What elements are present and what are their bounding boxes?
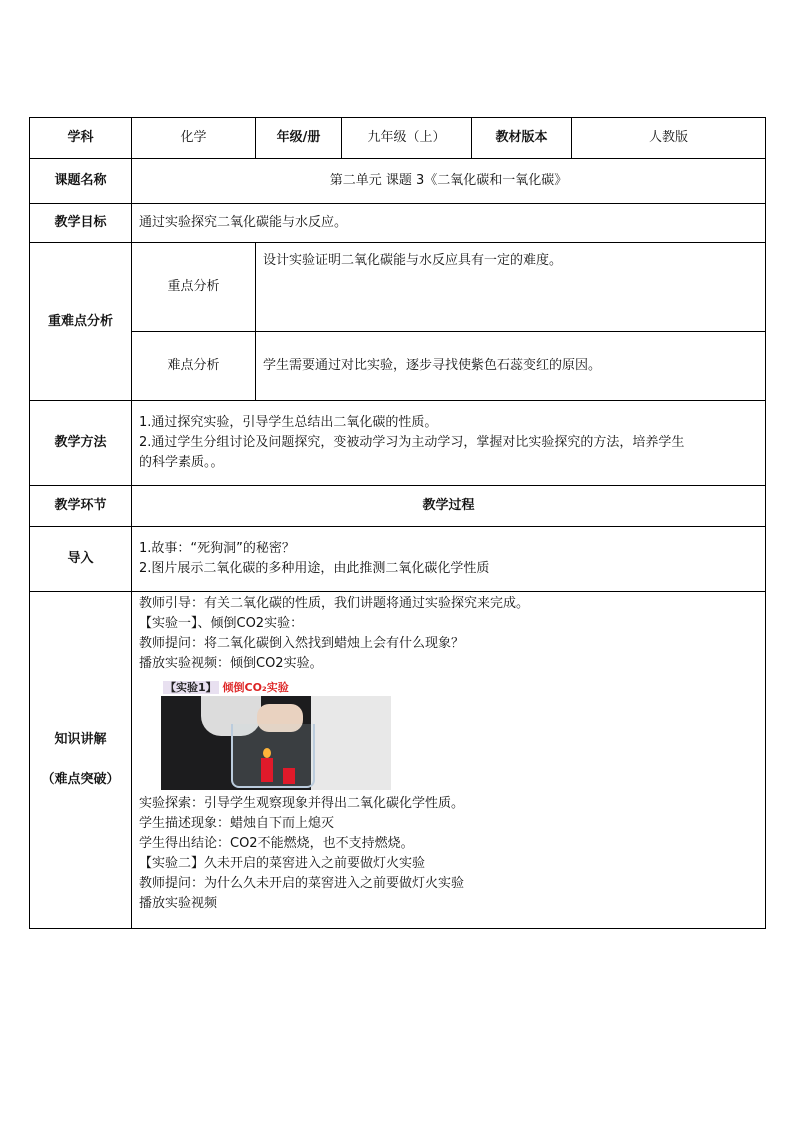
key-point-value: 设计实验证明二氧化碳能与水反应具有一定的难度。 [256,243,766,332]
knowledge-line: 【实验一】、倾倒CO2实验： [139,616,304,631]
process-step-label: 教学环节 [30,486,132,527]
difficulty-label: 重难点分析 [30,243,132,401]
method-label: 教学方法 [30,401,132,486]
knowledge-label-cell [30,592,132,929]
knowledge-sublabel: （难点突破） [41,772,120,787]
knowledge-line: 教师引导：有关二氧化碳的性质，我们讲题将通过实验探究来完成。 [139,596,530,611]
topic-label: 课题名称 [30,159,132,204]
method-line: 的科学素质。。 [139,455,224,470]
process-label: 教学过程 [132,486,766,527]
beaker-shape [231,724,315,788]
knowledge-line: 播放实验视频：倾倒CO2实验。 [139,656,323,671]
knowledge-line: 学生得出结论：CO2不能燃烧，也不支持燃烧。 [139,836,414,851]
video-thumbnail-icon[interactable] [161,678,391,790]
knowledge-line: 教师提问：将二氧化碳倒入然找到蜡烛上会有什么现象？ [139,636,465,651]
candle-shape [283,768,295,784]
video-title [163,678,289,694]
intro-label: 导入 [30,527,132,592]
topic-value: 第二单元 课题 3《二氧化碳和一氧化碳》 [132,159,766,204]
knowledge-line: 【实验二】久未开启的菜窖进入之前要做灯火实验 [139,856,426,871]
flame-shape [263,748,271,758]
edition-value: 人教版 [572,118,766,159]
video-frame [161,696,391,790]
knowledge-line: 教师提问：为什么久未开启的菜窖进入之前要做灯火实验 [139,876,465,891]
knowledge-line: 学生描述现象：蜡烛自下而上熄灭 [139,816,335,831]
grade-label: 年级/册 [256,118,342,159]
lesson-plan-table [29,117,766,929]
sleeve-right-shape [311,696,391,790]
hard-point-label: 难点分析 [132,332,256,401]
video-title-text: 倾倒CO₂实验 [222,681,289,694]
knowledge-line: 播放实验视频 [139,896,218,911]
subject-label: 学科 [30,118,132,159]
knowledge-content [132,592,766,929]
goal-label: 教学目标 [30,204,132,243]
knowledge-line: 实验探索：引导学生观察现象并得出二氧化碳化学性质。 [139,796,465,811]
candle-shape [261,758,273,782]
edition-label: 教材版本 [472,118,572,159]
intro-line: 1.故事：“死狗洞”的秘密？ [139,541,295,556]
method-content [132,401,766,486]
method-line: 2.通过学生分组讨论及问题探究，变被动学习为主动学习，掌握对比实验探究的方法，培养学生 [139,435,685,450]
method-line: 1.通过探究实验，引导学生总结出二氧化碳的性质。 [139,415,438,430]
intro-content [132,527,766,592]
knowledge-label: 知识讲解 [54,732,107,747]
key-point-label: 重点分析 [132,243,256,332]
video-tag: 【实验1】 [165,681,217,694]
subject-value: 化学 [132,118,256,159]
hard-point-value: 学生需要通过对比实验，逐步寻找使紫色石蕊变红的原因。 [256,332,766,401]
grade-value: 九年级（上） [342,118,472,159]
intro-line: 2.图片展示二氧化碳的多种用途，由此推测二氧化碳化学性质 [139,561,490,576]
goal-value: 通过实验探究二氧化碳能与水反应。 [132,204,766,243]
